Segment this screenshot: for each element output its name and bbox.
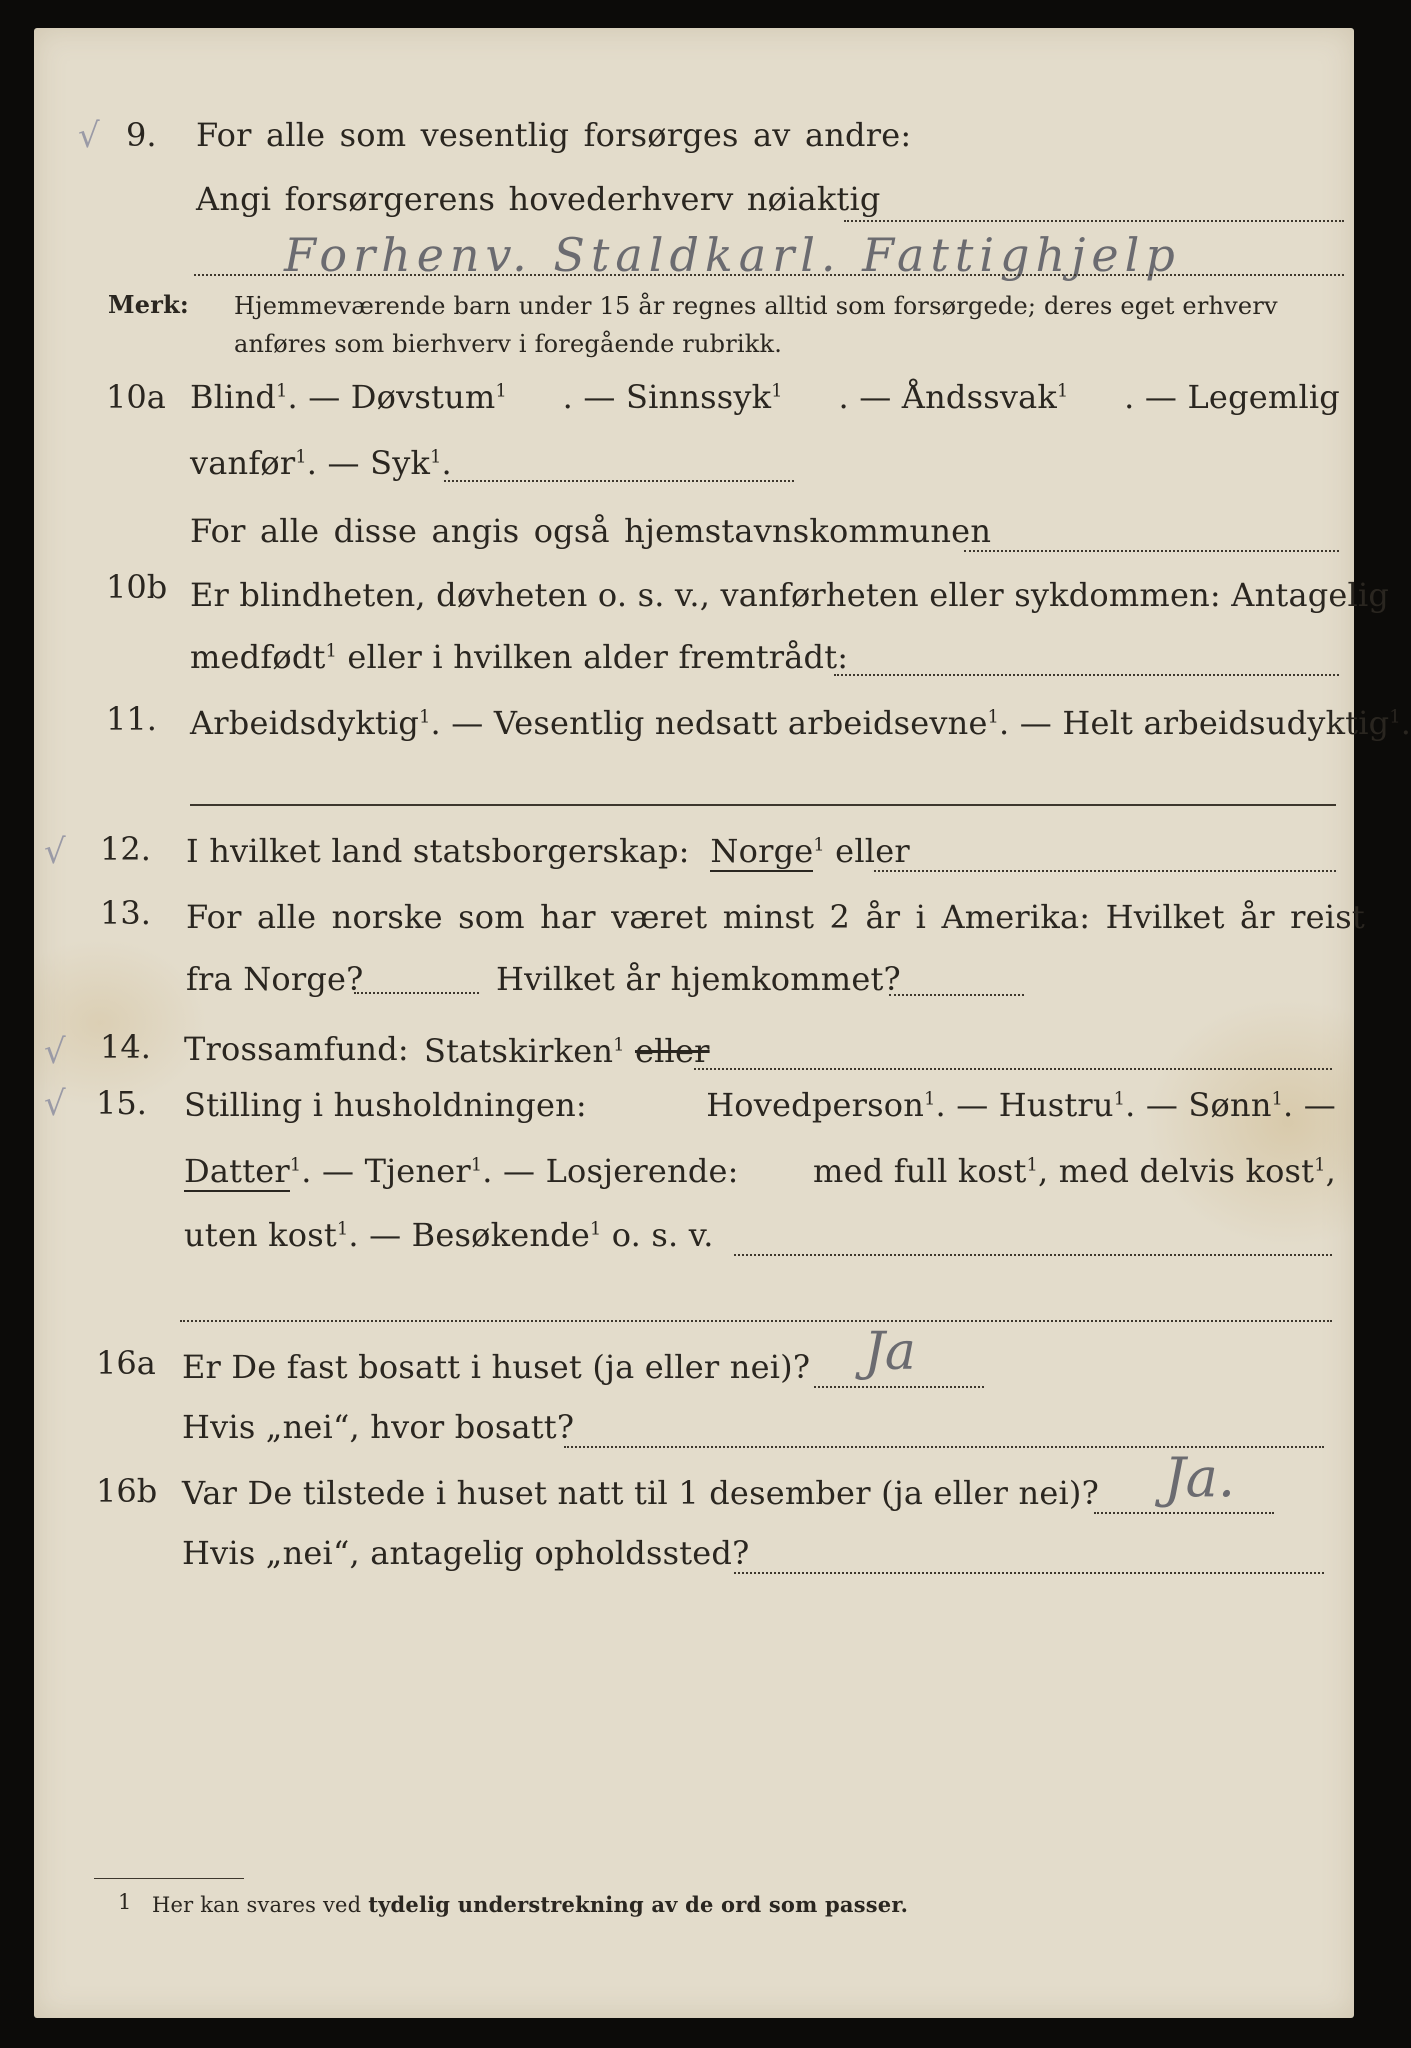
question-number: 12.: [100, 830, 151, 868]
selected-answer: Datter: [184, 1152, 290, 1190]
fill-line: [964, 550, 1339, 552]
fill-line: [694, 1068, 1332, 1070]
handwritten-answer: Forhenv. Staldkarl. Fattighjelp: [284, 228, 1181, 282]
question-options: [184, 1152, 1336, 1190]
handwritten-answer: Ja: [864, 1322, 916, 1382]
question-text: medfødt$^1$ eller i hvilken alder fremtrådt:: [190, 638, 849, 676]
fill-line: [734, 1572, 1324, 1574]
question-text: fra Norge?: [186, 960, 364, 998]
question-text: Er blindheten, døvheten o. s. v., vanførheten eller sykdommen: Antagelig: [190, 576, 1390, 614]
option-text: Blind$^1$. — Døvstum$^1$: [190, 378, 507, 416]
footnote-mark: 1: [118, 1890, 132, 1914]
census-form-page: [34, 28, 1411, 2018]
question-text: Var De tilstede i huset natt til 1 desember (ja eller nei)?: [182, 1474, 1099, 1512]
option-text: Hovedperson$^1$. — Hustru$^1$. — Sønn$^1$. —: [706, 1086, 1336, 1124]
question-number: 14.: [100, 1028, 151, 1066]
question-text: For alle disse angis også hjemstavnskommunen: [190, 512, 992, 550]
option-text: Stilling i husholdningen:: [184, 1086, 587, 1124]
question-options: [190, 378, 1340, 416]
fill-line: [814, 1386, 984, 1388]
fill-line: [194, 274, 1344, 276]
fill-line: [889, 994, 1024, 996]
checkmark-icon: √: [44, 1032, 66, 1072]
footnote-rule: [94, 1878, 244, 1879]
question-text: For alle som vesentlig forsørges av andre:: [196, 116, 912, 154]
note-text: Hjemmeværende barn under 15 år regnes alltid som forsørgede; deres eget erhverv: [234, 292, 1278, 320]
fill-line: [354, 992, 479, 994]
note-text: anføres som bierhverv i foregående rubrikk.: [234, 330, 783, 358]
question-text: Hvilket år hjemkommet?: [496, 960, 901, 998]
question-text: I hvilket land statsborgerskap: Norge$^1$ eller: [186, 832, 910, 870]
question-text: Arbeidsdyktig$^1$. — Vesentlig nedsatt arbeidsevne$^1$. — Helt arbeidsudyktig$^1$.: [190, 704, 1411, 742]
question-text: Trossamfund:: [184, 1030, 409, 1068]
option-text: . — Legemlig: [1124, 378, 1340, 416]
question-number: 16a: [96, 1344, 156, 1382]
question-text: Statskirken$^1$ eller: [424, 1032, 710, 1070]
question-number: 10a: [106, 378, 166, 416]
footnote-text: Her kan svares ved tydelig understrekning av de ord som passer.: [152, 1892, 909, 1917]
checkmark-icon: √: [78, 116, 100, 156]
question-text: Hvis „nei“, antagelig opholdssted?: [182, 1534, 750, 1572]
fill-line: [874, 870, 1336, 872]
option-text: . — Sinnssyk$^1$: [562, 378, 783, 416]
fill-line: [190, 804, 1336, 806]
question-number: 9.: [126, 116, 157, 154]
fill-line: [1094, 1512, 1274, 1514]
question-text: For alle norske som har været minst 2 år i Amerika: Hvilket år reist: [186, 898, 1365, 936]
question-options: [184, 1086, 1336, 1124]
question-text: Angi forsørgerens hovederhverv nøiaktig: [196, 180, 881, 218]
checkmark-icon: √: [44, 1084, 66, 1124]
option-text: Datter$^1$. — Tjener$^1$. — Losjerende:: [184, 1152, 739, 1190]
fill-line: [844, 220, 1344, 222]
question-number: 15.: [96, 1084, 147, 1122]
question-number: 13.: [100, 894, 151, 932]
fill-line: [734, 1254, 1332, 1256]
question-number: 11.: [106, 700, 157, 738]
note-label: Merk:: [108, 290, 189, 319]
question-text: uten kost$^1$. — Besøkende$^1$ o. s. v.: [184, 1216, 714, 1254]
question-text: vanfør$^1$. — Syk$^1$.: [190, 444, 452, 482]
option-text: med full kost$^1$, med delvis kost$^1$,: [813, 1152, 1336, 1190]
selected-answer: Norge: [710, 832, 814, 870]
question-text: Hvis „nei“, hvor bosatt?: [182, 1408, 575, 1446]
fill-line: [834, 674, 1339, 676]
checkmark-icon: √: [44, 832, 66, 872]
fill-line: [180, 1320, 1332, 1322]
fill-line: [444, 480, 794, 482]
question-number: 16b: [96, 1472, 158, 1510]
question-number: 10b: [106, 568, 168, 606]
question-text: Er De fast bosatt i huset (ja eller nei)?: [182, 1348, 811, 1386]
option-text: . — Åndssvak$^1$: [838, 378, 1069, 416]
handwritten-answer: Ja.: [1164, 1446, 1236, 1509]
